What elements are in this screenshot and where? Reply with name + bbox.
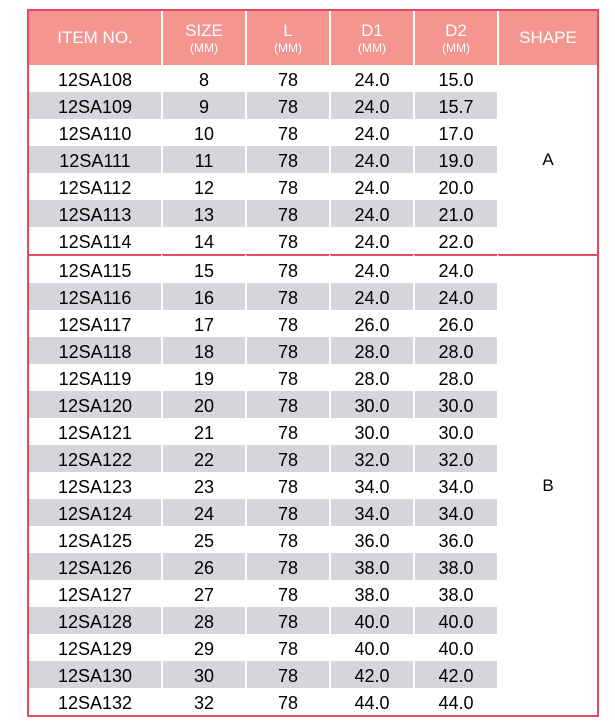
item-no-cell: 12SA112 xyxy=(58,178,132,198)
l-cell: 78 xyxy=(245,173,329,200)
table-row xyxy=(29,254,597,283)
table-header xyxy=(29,11,597,65)
size-cell: 22 xyxy=(161,445,245,472)
spec-table xyxy=(27,9,599,717)
shape-group-a xyxy=(29,65,597,254)
d2-cell: 19.0 xyxy=(413,146,497,173)
d2-cell: 28.0 xyxy=(413,337,497,364)
d1-cell: 24.0 xyxy=(329,254,413,283)
l-cell: 78 xyxy=(245,119,329,146)
l-cell: 78 xyxy=(245,607,329,634)
size-cell: 30 xyxy=(161,661,245,688)
l-cell: 78 xyxy=(245,418,329,445)
size-cell: 17 xyxy=(161,310,245,337)
l-cell: 78 xyxy=(245,337,329,364)
d1-cell: 24.0 xyxy=(329,200,413,227)
header-d2: D2 (MM) xyxy=(413,11,497,65)
d2-cell: 38.0 xyxy=(413,553,497,580)
shape-group-b xyxy=(29,254,597,715)
size-cell: 12 xyxy=(161,173,245,200)
d1-cell: 26.0 xyxy=(329,310,413,337)
l-cell: 78 xyxy=(245,526,329,553)
item-no-cell: 12SA114 xyxy=(58,232,132,252)
l-cell: 78 xyxy=(245,553,329,580)
item-no-cell: 12SA111 xyxy=(29,146,161,173)
item-no-cell: 12SA122 xyxy=(29,445,161,472)
d1-cell: 42.0 xyxy=(329,661,413,688)
l-cell: 78 xyxy=(245,254,329,283)
d2-cell: 40.0 xyxy=(413,634,497,661)
size-cell: 28 xyxy=(161,607,245,634)
size-cell: 9 xyxy=(161,92,245,119)
l-cell: 78 xyxy=(245,92,329,119)
d2-cell: 26.0 xyxy=(413,310,497,337)
item-no-cell: 12SA120 xyxy=(29,391,161,418)
size-cell: 16 xyxy=(161,283,245,310)
d2-cell: 28.0 xyxy=(413,364,497,391)
d2-cell: 24.0 xyxy=(413,254,497,283)
d1-cell: 24.0 xyxy=(329,119,413,146)
item-no-cell: 12SA127 xyxy=(57,585,133,605)
header-size: SIZE (MM) xyxy=(161,11,245,65)
header-shape: SHAPE xyxy=(497,11,597,65)
item-no-cell: 12SA121 xyxy=(57,423,133,443)
d2-cell: 22.0 xyxy=(413,227,497,254)
size-cell: 19 xyxy=(161,364,245,391)
d2-cell: 40.0 xyxy=(413,607,497,634)
d2-cell: 15.0 xyxy=(413,65,497,92)
l-cell: 78 xyxy=(245,364,329,391)
item-no-cell: 12SA108 xyxy=(57,70,133,90)
d1-cell: 28.0 xyxy=(329,364,413,391)
d2-cell: 38.0 xyxy=(413,580,497,607)
size-cell: 25 xyxy=(161,526,245,553)
l-cell: 78 xyxy=(245,688,329,715)
item-no-cell: 12SA128 xyxy=(29,607,161,634)
size-cell: 23 xyxy=(161,472,245,499)
size-cell: 32 xyxy=(161,688,245,715)
header-item-no: ITEM NO. xyxy=(29,11,161,65)
item-no-cell: 12SA113 xyxy=(29,200,161,227)
size-cell: 11 xyxy=(161,146,245,173)
d1-cell: 24.0 xyxy=(329,65,413,92)
table-row xyxy=(29,65,597,92)
d2-cell: 21.0 xyxy=(413,200,497,227)
d1-cell: 24.0 xyxy=(329,227,413,254)
l-cell: 78 xyxy=(245,634,329,661)
size-cell: 18 xyxy=(161,337,245,364)
item-no-cell: 12SA123 xyxy=(57,477,133,497)
l-cell: 78 xyxy=(245,445,329,472)
d2-cell: 17.0 xyxy=(413,119,497,146)
size-cell: 15 xyxy=(161,254,245,283)
size-cell: 29 xyxy=(161,634,245,661)
d1-cell: 44.0 xyxy=(329,688,413,715)
header-l: L (MM) xyxy=(245,11,329,65)
item-no-cell: 12SA130 xyxy=(29,661,161,688)
item-no-cell: 12SA116 xyxy=(29,283,161,310)
size-cell: 13 xyxy=(161,200,245,227)
d1-cell: 24.0 xyxy=(329,173,413,200)
shape-cell: A xyxy=(497,65,597,254)
l-cell: 78 xyxy=(245,391,329,418)
size-cell: 27 xyxy=(161,580,245,607)
d1-cell: 30.0 xyxy=(329,391,413,418)
size-cell: 20 xyxy=(161,391,245,418)
d1-cell: 36.0 xyxy=(329,526,413,553)
d1-cell: 24.0 xyxy=(329,92,413,119)
d2-cell: 42.0 xyxy=(413,661,497,688)
d2-cell: 32.0 xyxy=(413,445,497,472)
item-no-cell: 12SA117 xyxy=(58,315,132,335)
d1-cell: 40.0 xyxy=(329,634,413,661)
l-cell: 78 xyxy=(245,580,329,607)
l-cell: 78 xyxy=(245,227,329,254)
size-cell: 24 xyxy=(161,499,245,526)
d2-cell: 30.0 xyxy=(413,418,497,445)
l-cell: 78 xyxy=(245,283,329,310)
d1-cell: 30.0 xyxy=(329,418,413,445)
l-cell: 78 xyxy=(245,499,329,526)
d2-cell: 44.0 xyxy=(413,688,497,715)
d1-cell: 38.0 xyxy=(329,580,413,607)
d1-cell: 40.0 xyxy=(329,607,413,634)
d1-cell: 38.0 xyxy=(329,553,413,580)
l-cell: 78 xyxy=(245,146,329,173)
item-no-cell: 12SA110 xyxy=(58,124,132,144)
item-no-cell: 12SA109 xyxy=(29,92,161,119)
shape-cell: B xyxy=(497,254,597,715)
item-no-cell: 12SA124 xyxy=(29,499,161,526)
d1-cell: 24.0 xyxy=(329,146,413,173)
d2-cell: 36.0 xyxy=(413,526,497,553)
item-no-cell: 12SA126 xyxy=(29,553,161,580)
item-no-cell: 12SA118 xyxy=(29,337,161,364)
size-cell: 10 xyxy=(161,119,245,146)
d2-cell: 34.0 xyxy=(413,472,497,499)
d2-cell: 30.0 xyxy=(413,391,497,418)
l-cell: 78 xyxy=(245,661,329,688)
size-cell: 21 xyxy=(161,418,245,445)
l-cell: 78 xyxy=(245,200,329,227)
d1-cell: 34.0 xyxy=(329,499,413,526)
d1-cell: 24.0 xyxy=(329,283,413,310)
size-cell: 14 xyxy=(161,227,245,254)
l-cell: 78 xyxy=(245,65,329,92)
d1-cell: 28.0 xyxy=(329,337,413,364)
d1-cell: 34.0 xyxy=(329,472,413,499)
header-d1: D1 (MM) xyxy=(329,11,413,65)
item-no-cell: 12SA115 xyxy=(29,254,161,283)
d2-cell: 34.0 xyxy=(413,499,497,526)
size-cell: 8 xyxy=(161,65,245,92)
item-no-cell: 12SA119 xyxy=(58,369,132,389)
d1-cell: 32.0 xyxy=(329,445,413,472)
d2-cell: 20.0 xyxy=(413,173,497,200)
l-cell: 78 xyxy=(245,310,329,337)
d2-cell: 24.0 xyxy=(413,283,497,310)
item-no-cell: 12SA129 xyxy=(57,639,133,659)
size-cell: 26 xyxy=(161,553,245,580)
item-no-cell: 12SA132 xyxy=(57,693,133,713)
l-cell: 78 xyxy=(245,472,329,499)
item-no-cell: 12SA125 xyxy=(57,531,133,551)
d2-cell: 15.7 xyxy=(413,92,497,119)
